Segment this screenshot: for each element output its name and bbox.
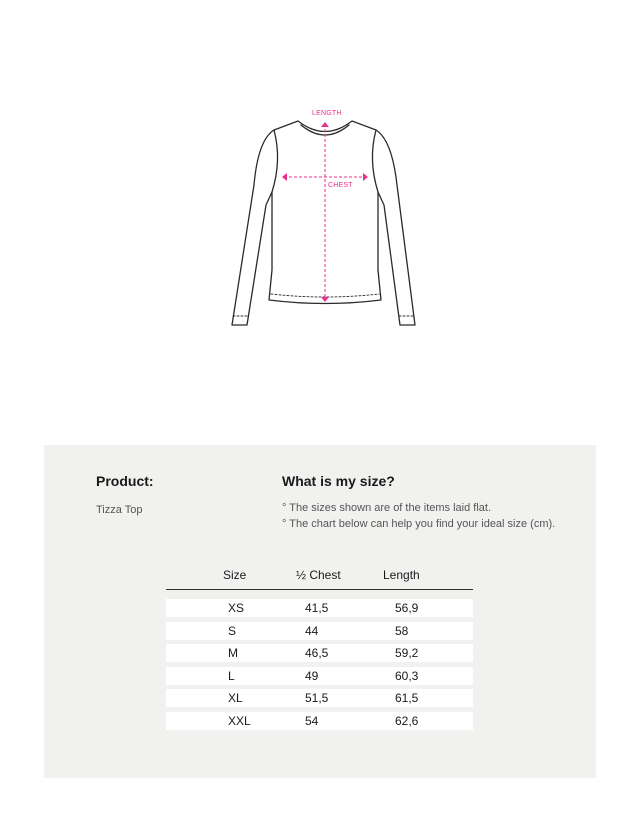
cell-length: 61,5 (395, 691, 419, 705)
cell-length: 59,2 (395, 646, 419, 660)
cell-size: XXL (228, 713, 251, 728)
table-row (166, 689, 473, 707)
cell-size: S (228, 623, 237, 638)
cell-chest: 41,5 (305, 601, 329, 615)
cell-length: 62,6 (395, 713, 419, 728)
table-row (166, 712, 473, 730)
product-heading: Product: (96, 473, 154, 489)
size-note: ° The chart below can help you find your ideal size (cm). (282, 518, 556, 530)
header-length: Length (383, 568, 420, 582)
product-name: Tizza Top (96, 504, 143, 516)
table-header (166, 566, 473, 590)
cell-size: XL (228, 691, 243, 705)
table-row (166, 644, 473, 662)
cell-size: L (228, 668, 235, 683)
size-table (166, 566, 473, 734)
table-row (166, 622, 473, 640)
cell-chest: 44 (305, 623, 319, 638)
size-info-panel (44, 445, 596, 778)
cell-length: 56,9 (395, 601, 419, 615)
cell-length: 60,3 (395, 668, 419, 683)
cell-length: 58 (395, 623, 409, 638)
header-half-chest: ½ Chest (296, 568, 341, 582)
size-note: ° The sizes shown are of the items laid flat. (282, 502, 492, 514)
cell-chest: 54 (305, 713, 319, 728)
table-row (166, 667, 473, 685)
table-body (166, 599, 473, 730)
cell-chest: 51,5 (305, 691, 329, 705)
header-size: Size (223, 568, 247, 582)
table-row (166, 599, 473, 617)
cell-chest: 49 (305, 668, 319, 683)
length-label: LENGTH (312, 110, 342, 117)
cell-chest: 46,5 (305, 646, 329, 660)
chest-label: CHEST (328, 182, 353, 189)
cell-size: XS (228, 601, 245, 615)
size-heading: What is my size? (282, 473, 395, 489)
cell-size: M (228, 646, 238, 660)
